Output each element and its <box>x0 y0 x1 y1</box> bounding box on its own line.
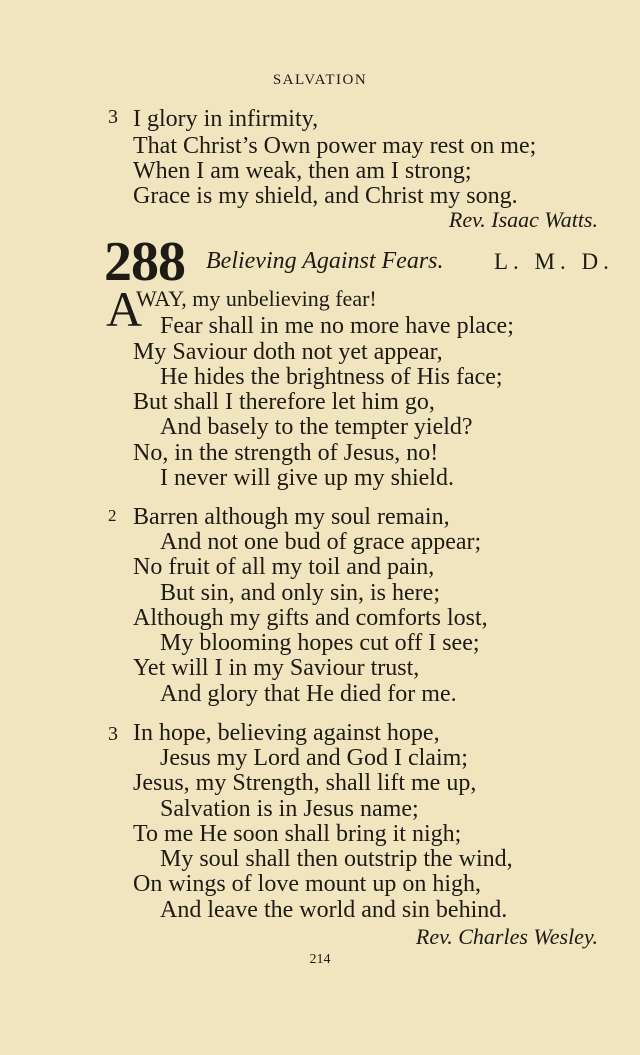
stanza2-line-4: But sin, and only sin, is here; <box>160 580 440 606</box>
stanza1-line-7: No, in the strength of Jesus, no! <box>133 440 439 466</box>
stanza3-line-8: And leave the world and sin behind. <box>160 897 508 923</box>
hymn-author: Rev. Charles Wesley. <box>415 924 598 949</box>
stanza3-line-3: Jesus, my Strength, shall lift me up, <box>133 770 477 796</box>
stanza2-line-6: My blooming hopes cut off I see; <box>160 630 480 656</box>
stanza1-line-3: My Saviour doth not yet appear, <box>133 339 443 365</box>
stanza3-line-2: Jesus my Lord and God I claim; <box>160 745 468 771</box>
prev-line-3: When I am weak, then am I strong; <box>133 158 472 184</box>
stanza3-line-4: Salvation is in Jesus name; <box>160 796 419 822</box>
hymn-meter: L. M. D. <box>494 249 614 274</box>
prev-line-4: Grace is my shield, and Christ my song. <box>133 183 518 209</box>
stanza3-line-7: On wings of love mount up on high, <box>133 871 481 897</box>
hymn-title: Believing Against Fears. <box>206 248 444 274</box>
stanza1-line-1: WAY, my unbelieving fear! <box>136 286 377 311</box>
prev-line-1: I glory in infirmity, <box>133 106 319 132</box>
stanza3-line-5: To me He soon shall bring it nigh; <box>133 821 462 847</box>
stanza1-line-6: And basely to the tempter yield? <box>160 414 473 440</box>
stanza2-line-2: And not one bud of grace appear; <box>160 529 482 555</box>
stanza2-number: 2 <box>108 506 117 525</box>
page-number: 214 <box>309 952 331 967</box>
stanza3-number: 3 <box>108 723 118 745</box>
stanza3-line-1: In hope, believing against hope, <box>133 720 440 746</box>
stanza3-line-6: My soul shall then outstrip the wind, <box>160 846 513 872</box>
stanza1-line-5: But shall I therefore let him go, <box>133 389 435 415</box>
page-header: SALVATION <box>272 72 368 88</box>
stanza1-line-4: He hides the brightness of His face; <box>160 364 503 390</box>
stanza1-line-8: I never will give up my shield. <box>160 465 454 491</box>
drop-cap: A <box>106 281 143 337</box>
stanza2-line-8: And glory that He died for me. <box>160 681 457 707</box>
hymn-number: 288 <box>104 231 185 293</box>
stanza2-line-5: Although my gifts and comforts lost, <box>133 605 488 631</box>
prev-stanza-number: 3 <box>108 106 118 128</box>
prev-line-2: That Christ’s Own power may rest on me; <box>133 133 537 159</box>
prev-author: Rev. Isaac Watts. <box>448 207 598 232</box>
stanza2-line-3: No fruit of all my toil and pain, <box>133 554 435 580</box>
stanza2-line-1: Barren although my soul remain, <box>133 504 450 530</box>
stanza1-line-2: Fear shall in me no more have place; <box>160 313 514 339</box>
stanza2-line-7: Yet will I in my Saviour trust, <box>133 655 420 681</box>
